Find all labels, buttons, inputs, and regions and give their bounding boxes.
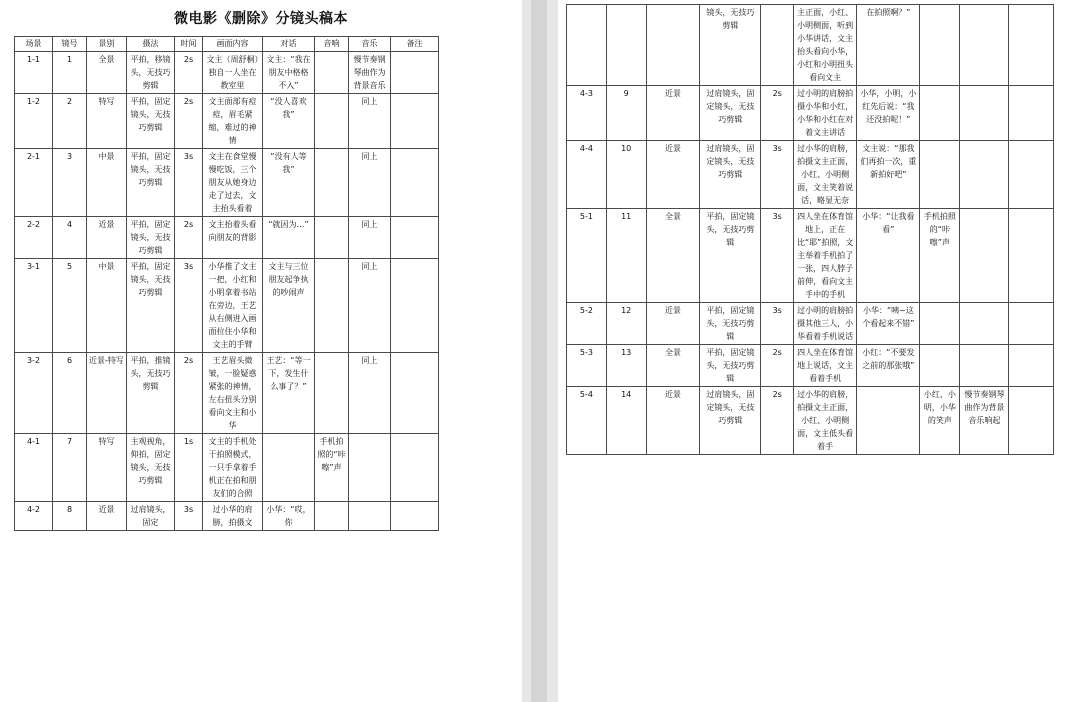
cell-music [960,5,1009,86]
cell-dialogue: 文主说：“那我们再拍一次，重新拍好吧” [857,141,920,209]
cell-shot-size: 全景 [646,345,700,387]
cell-note [391,353,439,434]
cell-shot-size: 近景 [646,141,700,209]
cell-dialogue: 文主与三位朋友起争执的吵闹声 [263,259,315,353]
document-page-right [558,0,1080,702]
table-row [567,209,1054,303]
cell-note [391,434,439,502]
table-row [567,345,1054,387]
cell-frame-content: 王艺眉头微皱，一脸疑惑紧张的神情，左右扭头分别看向文主和小华 [203,353,263,434]
cell-shot-number: 8 [53,502,87,531]
cell-frame-content: 主正面，小红、小明侧面，听到小华讲话，文主抬头看向小华，小红和小明扭头看向文主 [794,5,857,86]
cell-sound: 小红，小明，小华的笑声 [920,387,960,455]
cell-shot-size: 近景 [87,502,127,531]
cell-sound [315,149,349,217]
cell-sound [920,86,960,141]
page-gap-shadow [531,0,547,702]
cell-camera-method: 过肩镜头，固定镜头，无技巧剪辑 [700,387,761,455]
cell-duration: 2s [175,217,203,259]
cell-camera-method: 过肩镜头，固定镜头，无技巧剪辑 [700,141,761,209]
cell-frame-content: 文主抬着头看向朋友的背影 [203,217,263,259]
cell-sound: 手机拍照的“咔嚓”声 [920,209,960,303]
cell-dialogue: 小华：“哎，你 [263,502,315,531]
cell-camera-method: 过肩镜头，固定镜头，无技巧剪辑 [700,86,761,141]
cell-frame-content: 文主在食堂慢慢吃饭，三个朋友从她身边走了过去，文主抬头看着 [203,149,263,217]
header-shot-number: 镜号 [53,37,87,52]
cell-shot-size: 全景 [87,52,127,94]
header-note: 备注 [391,37,439,52]
cell-camera-method: 平拍，固定镜头，无技巧剪辑 [700,345,761,387]
cell-sound [315,94,349,149]
cell-note [1009,387,1054,455]
cell-frame-content: 文主的手机处于拍照模式，一只手拿着手机正在拍和朋友们的合照 [203,434,263,502]
cell-scene: 1-1 [15,52,53,94]
header-shot-size: 景别 [87,37,127,52]
cell-duration: 2s [175,94,203,149]
cell-duration: 3s [175,502,203,531]
cell-dialogue: 文主：“我在朋友中格格不入” [263,52,315,94]
cell-shot-number: 10 [606,141,646,209]
cell-note [1009,209,1054,303]
cell-camera-method: 平拍，固定镜头，无技巧剪辑 [127,149,175,217]
cell-shot-size: 近景 [646,86,700,141]
cell-camera-method: 镜头，无技巧剪辑 [700,5,761,86]
cell-camera-method: 平拍，推镜头，无技巧剪辑 [127,353,175,434]
cell-note [391,217,439,259]
cell-music: 同上 [349,217,391,259]
table-row [567,303,1054,345]
cell-frame-content: 文主（周舒桐）独自一人坐在教室里 [203,52,263,94]
cell-shot-number: 4 [53,217,87,259]
cell-music [349,434,391,502]
cell-duration: 3s [175,259,203,353]
cell-scene [567,5,607,86]
cell-scene: 3-1 [15,259,53,353]
cell-dialogue: 王艺：“等一下，发生什么事了？” [263,353,315,434]
cell-camera-method: 平拍，固定镜头，无技巧剪辑 [700,209,761,303]
table-row [15,434,439,502]
cell-frame-content: 四人坐在体育馆地上，正在比“耶”拍照，文主举着手机拍了一张，四人脖子前伸，看向文主手中的手机 [794,209,857,303]
cell-note [391,52,439,94]
cell-shot-size: 中景 [87,149,127,217]
table-row [15,353,439,434]
table-row [15,502,439,531]
table-row [567,141,1054,209]
cell-sound: 手机拍照的“咔嚓”声 [315,434,349,502]
cell-shot-size: 近景 [87,217,127,259]
cell-shot-number: 3 [53,149,87,217]
cell-camera-method: 平拍，固定镜头，无技巧剪辑 [700,303,761,345]
cell-shot-number: 5 [53,259,87,353]
cell-shot-number: 6 [53,353,87,434]
cell-dialogue: 小红：“不要发之前的那张哦” [857,345,920,387]
cell-music [349,502,391,531]
cell-shot-size: 近景-特写 [87,353,127,434]
cell-shot-number: 9 [606,86,646,141]
cell-sound [315,217,349,259]
cell-note [1009,5,1054,86]
cell-duration: 3s [175,149,203,217]
table-row [15,217,439,259]
header-frame-content: 画面内容 [203,37,263,52]
header-camera-method: 摄法 [127,37,175,52]
cell-shot-size [646,5,700,86]
cell-music [960,86,1009,141]
cell-duration: 1s [175,434,203,502]
cell-duration [761,5,794,86]
cell-note [1009,303,1054,345]
cell-shot-size: 特写 [87,94,127,149]
cell-shot-number: 14 [606,387,646,455]
cell-shot-number: 12 [606,303,646,345]
header-dialogue: 对话 [263,37,315,52]
cell-shot-number [606,5,646,86]
cell-frame-content: 过小明的肩膀拍摄其他三人，小华看着手机说话 [794,303,857,345]
cell-dialogue: “没有人等我” [263,149,315,217]
cell-duration: 3s [761,209,794,303]
cell-scene: 5-4 [567,387,607,455]
cell-duration: 2s [175,52,203,94]
cell-duration: 2s [175,353,203,434]
header-sound: 音响 [315,37,349,52]
cell-sound [920,303,960,345]
cell-frame-content: 过小华的肩膀，拍摄文 [203,502,263,531]
cell-shot-number: 13 [606,345,646,387]
cell-frame-content: 四人坐在体育馆地上说话，文主看着手机 [794,345,857,387]
cell-dialogue: “就因为…” [263,217,315,259]
header-scene: 场景 [15,37,53,52]
cell-scene: 5-1 [567,209,607,303]
table-row [15,149,439,217]
cell-shot-number: 7 [53,434,87,502]
cell-shot-size: 近景 [646,303,700,345]
cell-dialogue: “没人喜欢我” [263,94,315,149]
cell-music [960,303,1009,345]
cell-music: 同上 [349,94,391,149]
cell-scene: 5-2 [567,303,607,345]
cell-camera-method: 平拍，固定镜头，无技巧剪辑 [127,259,175,353]
cell-scene: 5-3 [567,345,607,387]
cell-note [1009,345,1054,387]
cell-camera-method: 平拍，移镜头，无技巧剪辑 [127,52,175,94]
cell-scene: 2-1 [15,149,53,217]
table-row [15,94,439,149]
cell-dialogue: 小华：“让我看看” [857,209,920,303]
cell-duration: 2s [761,86,794,141]
header-music: 音乐 [349,37,391,52]
cell-music [960,141,1009,209]
cell-note [391,94,439,149]
storyboard-table-continued [566,4,1054,455]
cell-sound [315,502,349,531]
cell-duration: 3s [761,141,794,209]
cell-music [960,209,1009,303]
cell-sound [920,141,960,209]
table-row [15,259,439,353]
cell-duration: 2s [761,345,794,387]
table-row [567,387,1054,455]
cell-music: 同上 [349,149,391,217]
cell-shot-size: 全景 [646,209,700,303]
cell-note [391,259,439,353]
cell-shot-size: 近景 [646,387,700,455]
cell-shot-number: 1 [53,52,87,94]
cell-shot-size: 特写 [87,434,127,502]
cell-sound [315,259,349,353]
cell-dialogue: 小华，小明，小红先后说：“我还没拍呢！” [857,86,920,141]
cell-scene: 1-2 [15,94,53,149]
cell-duration: 2s [761,387,794,455]
cell-note [1009,141,1054,209]
cell-duration: 3s [761,303,794,345]
cell-camera-method: 平拍，固定镜头，无技巧剪辑 [127,94,175,149]
cell-music: 同上 [349,353,391,434]
cell-note [391,502,439,531]
cell-scene: 3-2 [15,353,53,434]
cell-camera-method: 平拍，固定镜头，无技巧剪辑 [127,217,175,259]
storyboard-table [14,36,439,531]
cell-shot-number: 2 [53,94,87,149]
cell-scene: 4-1 [15,434,53,502]
cell-dialogue [857,387,920,455]
cell-music: 慢节奏钢琴曲作为背景音乐 [349,52,391,94]
cell-scene: 4-2 [15,502,53,531]
cell-sound [920,5,960,86]
table-header-row [15,37,439,52]
table-row [15,52,439,94]
cell-frame-content: 文主面部有痘痘，眉毛紧缩，难过的神情 [203,94,263,149]
cell-camera-method: 主观视角，仰拍，固定镜头，无技巧剪辑 [127,434,175,502]
cell-dialogue [263,434,315,502]
cell-sound [315,52,349,94]
cell-camera-method: 过肩镜头，固定 [127,502,175,531]
cell-dialogue: 在拍照啊？” [857,5,920,86]
table-row [567,86,1054,141]
document-page-left [0,0,522,702]
cell-music: 同上 [349,259,391,353]
cell-dialogue: 小华：“咦~这个看起来不错” [857,303,920,345]
cell-frame-content: 过小华的肩膀，拍摄文主正面，小红、小明侧面，文主笑着说话，略显无奈 [794,141,857,209]
cell-frame-content: 过小明的肩膀拍摄小华和小红，小华和小红在对着文主讲话 [794,86,857,141]
cell-shot-number: 11 [606,209,646,303]
table-row [567,5,1054,86]
cell-frame-content: 过小华的肩膀，拍摄文主正面，小红、小明侧面，文主低头看着手 [794,387,857,455]
cell-scene: 4-4 [567,141,607,209]
cell-music [960,345,1009,387]
cell-frame-content: 小华推了文主一把，小红和小明拿着书站在旁边，王艺从右侧进入画面拉住小华和文主的手臂 [203,259,263,353]
cell-note [391,149,439,217]
cell-note [1009,86,1054,141]
header-duration: 时间 [175,37,203,52]
cell-sound [920,345,960,387]
cell-scene: 4-3 [567,86,607,141]
cell-music: 慢节奏钢琴曲作为背景音乐响起 [960,387,1009,455]
cell-shot-size: 中景 [87,259,127,353]
cell-scene: 2-2 [15,217,53,259]
document-title: 微电影《删除》分镜头稿本 [174,11,348,27]
cell-sound [315,353,349,434]
